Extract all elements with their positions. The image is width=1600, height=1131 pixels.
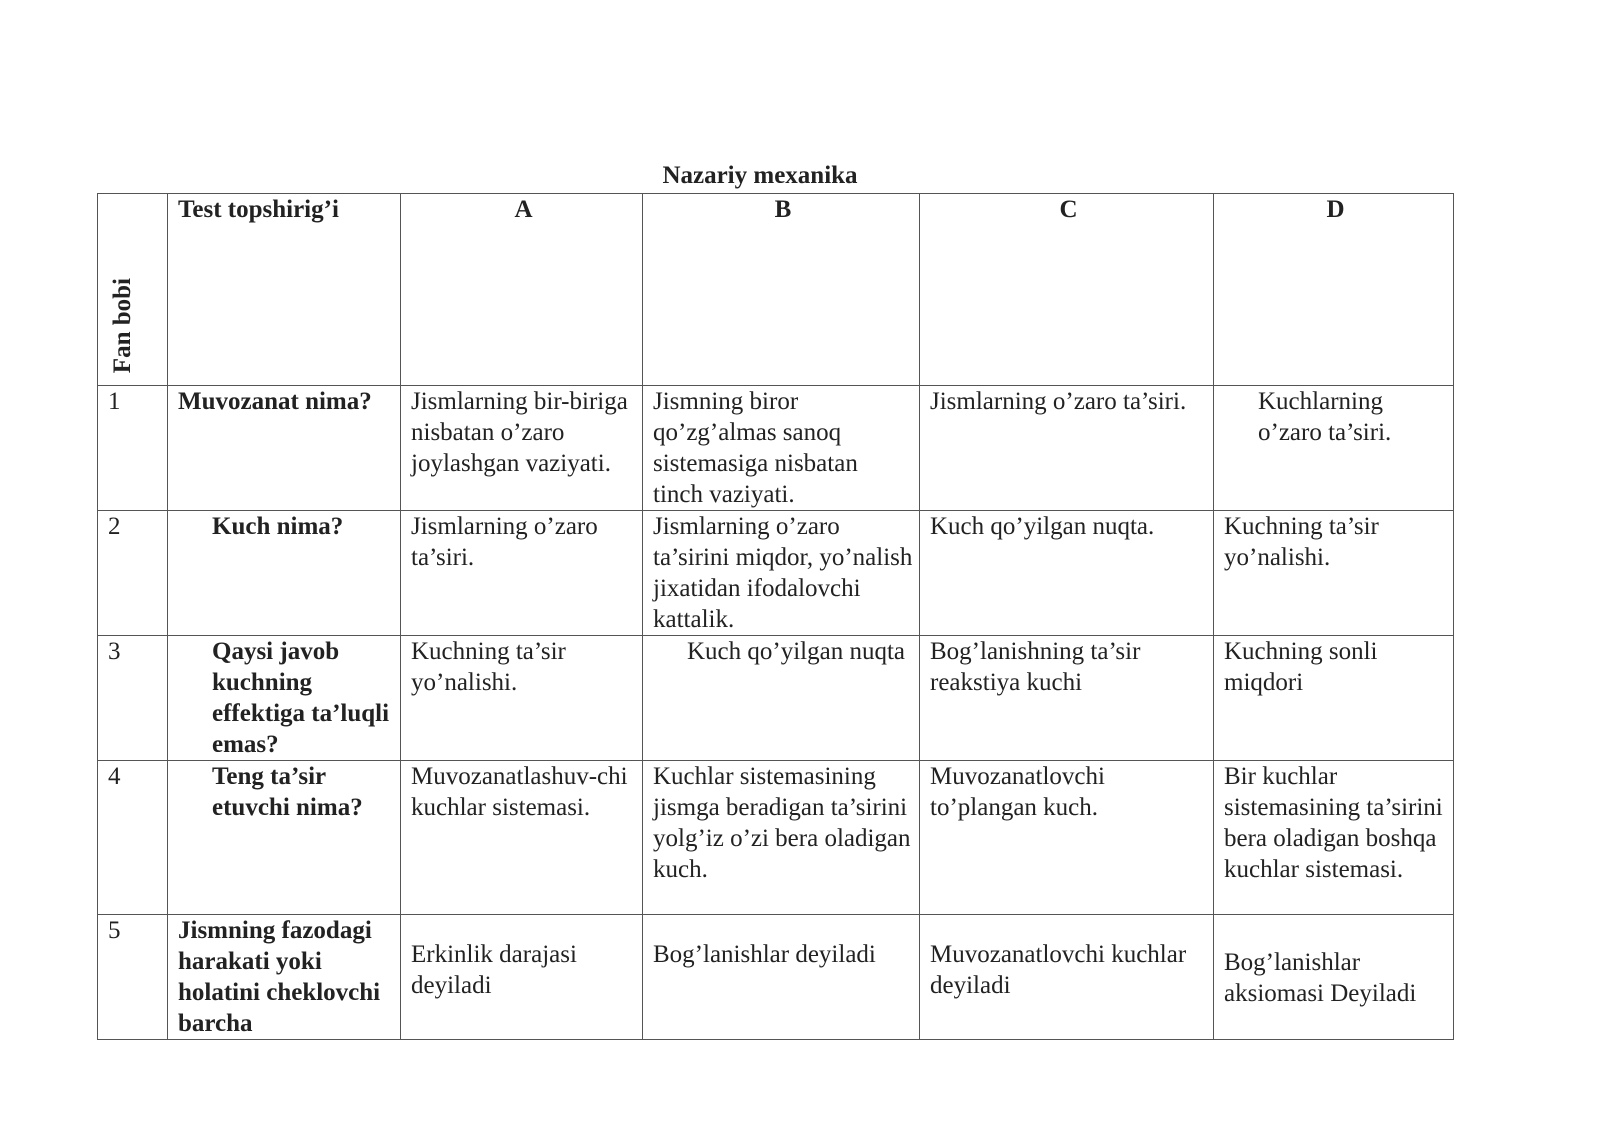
option-d-cell: Bog’lanishlar aksiomasi Deyiladi — [1214, 915, 1454, 1040]
question-cell: Jismning fazodagi harakati yoki holatini cheklovchi barcha — [168, 915, 401, 1040]
question-cell: Qaysi javob kuchning effektiga ta’luqli emas? — [168, 636, 401, 761]
row-number: 4 — [98, 761, 168, 915]
test-table — [97, 193, 1454, 1040]
option-b-cell: Jismlarning o’zaro ta’sirini miqdor, yo’nalish jixatidan ifodalovchi kattalik. — [643, 511, 920, 636]
row-number: 5 — [98, 915, 168, 1040]
option-a-cell: Jismlarning bir-biriga nisbatan o’zaro joylashgan vaziyati. — [401, 386, 643, 511]
table-row — [98, 761, 1454, 915]
header-fan-bobi — [98, 194, 168, 386]
option-b-cell: Bog’lanishlar deyiladi — [643, 915, 920, 1040]
option-c-cell: Muvozanatlovchi to’plangan kuch. — [920, 761, 1214, 915]
question-cell: Teng ta’sir etuvchi nima? — [168, 761, 401, 915]
row-number: 3 — [98, 636, 168, 761]
option-b-cell: Jismning biror qo’zg’almas sanoq sistemasiga nisbatan tinch vaziyati. — [643, 386, 920, 511]
header-task: Test topshirig’i — [168, 194, 401, 386]
row-number: 1 — [98, 386, 168, 511]
table-row — [98, 386, 1454, 511]
table-row — [98, 915, 1454, 1040]
option-a-cell: Erkinlik darajasi deyiladi — [401, 915, 643, 1040]
option-a-cell: Kuchning ta’sir yo’nalishi. — [401, 636, 643, 761]
table-row — [98, 636, 1454, 761]
option-d-cell: Kuchning sonli miqdori — [1214, 636, 1454, 761]
option-d-cell: Kuchlarning o’zaro ta’siri. — [1214, 386, 1454, 511]
question-cell: Muvozanat nima? — [168, 386, 401, 511]
option-d-cell: Kuchning ta’sir yo’nalishi. — [1214, 511, 1454, 636]
header-option-a: A — [401, 194, 643, 386]
header-row — [98, 194, 1454, 386]
option-c-cell: Kuch qo’yilgan nuqta. — [920, 511, 1214, 636]
option-c-cell: Jismlarning o’zaro ta’siri. — [920, 386, 1214, 511]
option-d-cell: Bir kuchlar sistemasining ta’sirini bera oladigan boshqa kuchlar sistemasi. — [1214, 761, 1454, 915]
header-option-b: B — [643, 194, 920, 386]
option-b-cell: Kuchlar sistemasining jismga beradigan ta’sirini yolg’iz o’zi bera oladigan kuch. — [643, 761, 920, 915]
option-c-cell: Muvozanatlovchi kuchlar deyiladi — [920, 915, 1214, 1040]
document-title: Nazariy mexanika — [662, 162, 858, 189]
header-option-d: D — [1214, 194, 1454, 386]
row-number: 2 — [98, 511, 168, 636]
option-b-cell: Kuch qo’yilgan nuqta — [643, 636, 920, 761]
table-row — [98, 511, 1454, 636]
header-option-c: C — [920, 194, 1214, 386]
option-c-cell: Bog’lanishning ta’sir reakstiya kuchi — [920, 636, 1214, 761]
option-a-cell: Jismlarning o’zaro ta’siri. — [401, 511, 643, 636]
option-a-cell: Muvozanatlashuv-chi kuchlar sistemasi. — [401, 761, 643, 915]
header-fan-bobi-label: Fan bobi — [109, 277, 136, 373]
question-cell: Kuch nima? — [168, 511, 401, 636]
